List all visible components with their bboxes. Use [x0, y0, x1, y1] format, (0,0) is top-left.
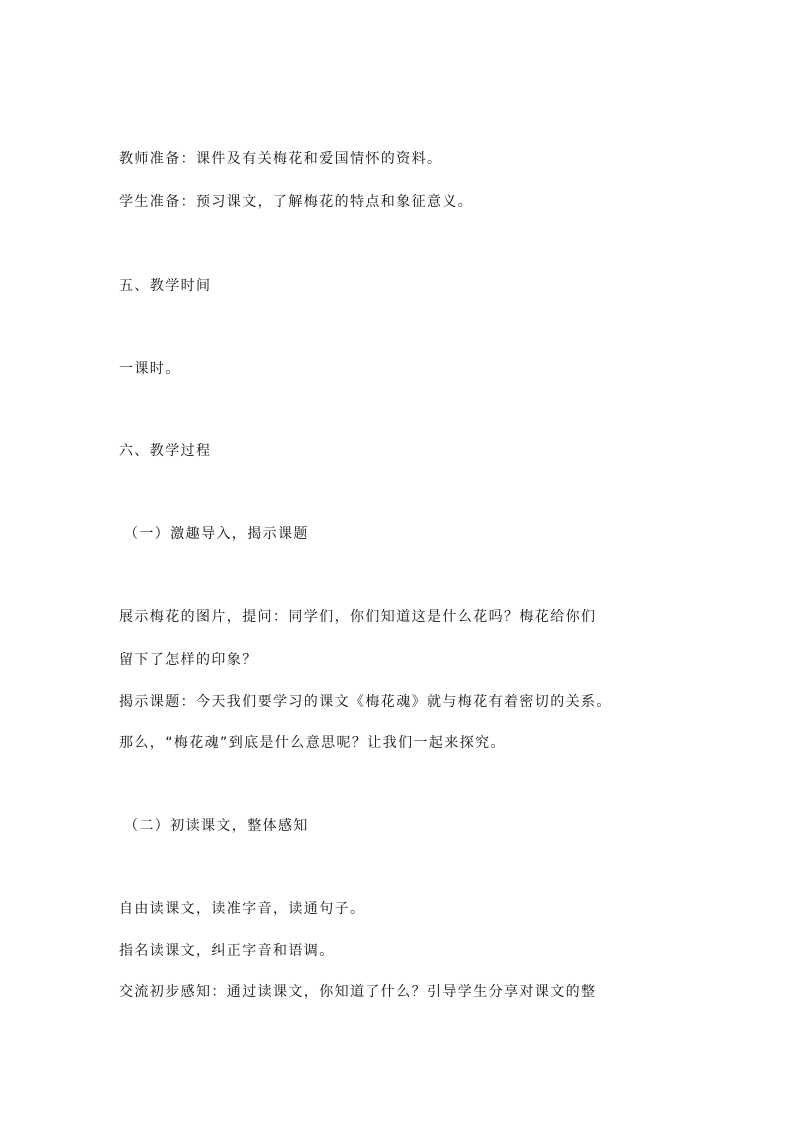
step-heading-first-reading: （二）初读课文，整体感知: [124, 818, 309, 834]
teaching-time-content: 一课时。: [119, 361, 181, 377]
paragraph-line: 留下了怎样的印象？: [119, 652, 258, 668]
list-item: 交流初步感知：通过读课文，你知道了什么？引导学生分享对课文的整: [119, 984, 597, 1000]
student-preparation: 学生准备：预习课文，了解梅花的特点和象征意义。: [119, 194, 474, 210]
teacher-preparation: 教师准备：课件及有关梅花和爱国情怀的资料。: [119, 151, 443, 167]
section-heading-teaching-process: 六、教学过程: [119, 443, 212, 459]
paragraph-line: 揭示课题：今天我们要学习的课文《梅花魂》就与梅花有着密切的关系。: [119, 694, 612, 710]
list-item: 自由读课文，读准字音，读通句子。: [119, 901, 366, 917]
list-item: 指名读课文，纠正字音和语调。: [119, 943, 335, 959]
section-heading-teaching-time: 五、教学时间: [119, 278, 212, 294]
step-heading-introduction: （一）激趣导入，揭示课题: [124, 526, 309, 542]
paragraph-line: 展示梅花的图片，提问：同学们，你们知道这是什么花吗？梅花给你们: [119, 609, 597, 625]
paragraph-line: 那么，“梅花魂”到底是什么意思呢？让我们一起来探究。: [119, 735, 506, 751]
